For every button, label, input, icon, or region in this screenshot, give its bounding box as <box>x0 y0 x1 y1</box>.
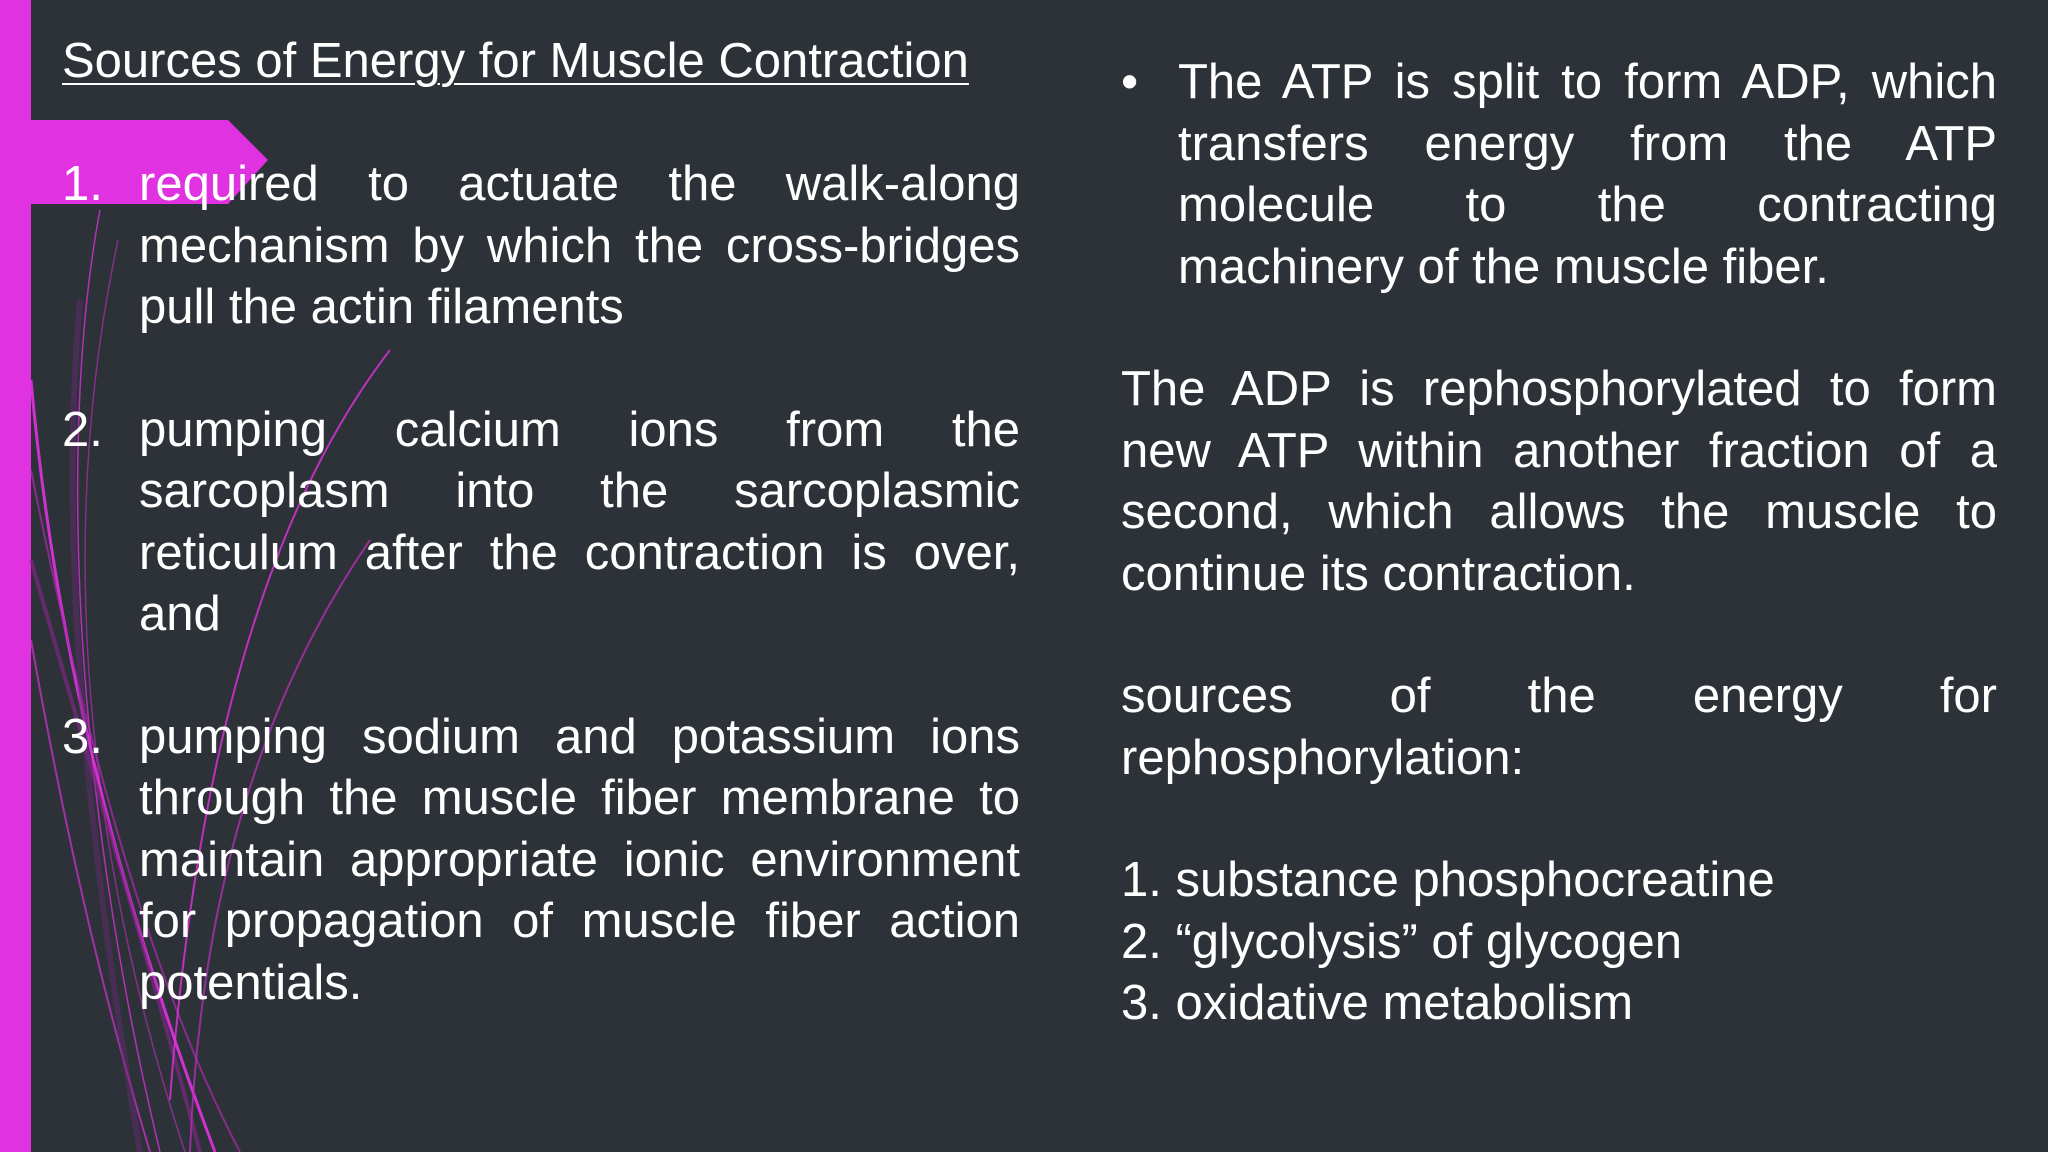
list-item-text: pumping calcium ions from the sarcoplasm into the sarcoplasmic reticulum after the contraction is over, and <box>139 402 1020 641</box>
atp-bullet-text: The ATP is split to form ADP, which transfers energy from the ATP molecule to the contracting machinery of the muscle fiber. <box>1178 55 1997 294</box>
list-item: 3. oxidative metabolism <box>1121 976 1634 1030</box>
sources-heading: sources of the energy for rephosphorylation: <box>1121 669 1997 785</box>
list-item <box>62 707 1020 1015</box>
slide-title: Sources of Energy for Muscle Contraction <box>62 34 969 88</box>
list-item-number: 2. <box>62 402 103 457</box>
list-item-number: 3. <box>62 709 103 764</box>
bullet-icon: • <box>1121 55 1139 109</box>
energy-uses-list <box>62 154 1020 1075</box>
list-item <box>62 400 1020 646</box>
list-item: 1. substance phosphocreatine <box>1121 853 1775 907</box>
list-item-text: pumping sodium and potassium ions through the muscle fiber membrane to maintain appropriate ionic environment for propagation of muscle fiber action potentials. <box>139 709 1020 1010</box>
right-column <box>1121 52 1997 1035</box>
list-item <box>62 154 1020 339</box>
list-item: 2. “glycolysis” of glycogen <box>1121 914 1683 969</box>
energy-sources-list <box>1121 850 1997 1035</box>
list-item-number: 1. <box>62 157 103 211</box>
atp-bullet <box>1121 52 1997 298</box>
adp-paragraph: The ADP is rephosphorylated to form new ATP within another fraction of a second, which allows the muscle to continue its contraction. <box>1121 362 1997 601</box>
list-item-text: required to actuate the walk-along mechanism by which the cross-bridges pull the actin filaments <box>139 157 1020 334</box>
